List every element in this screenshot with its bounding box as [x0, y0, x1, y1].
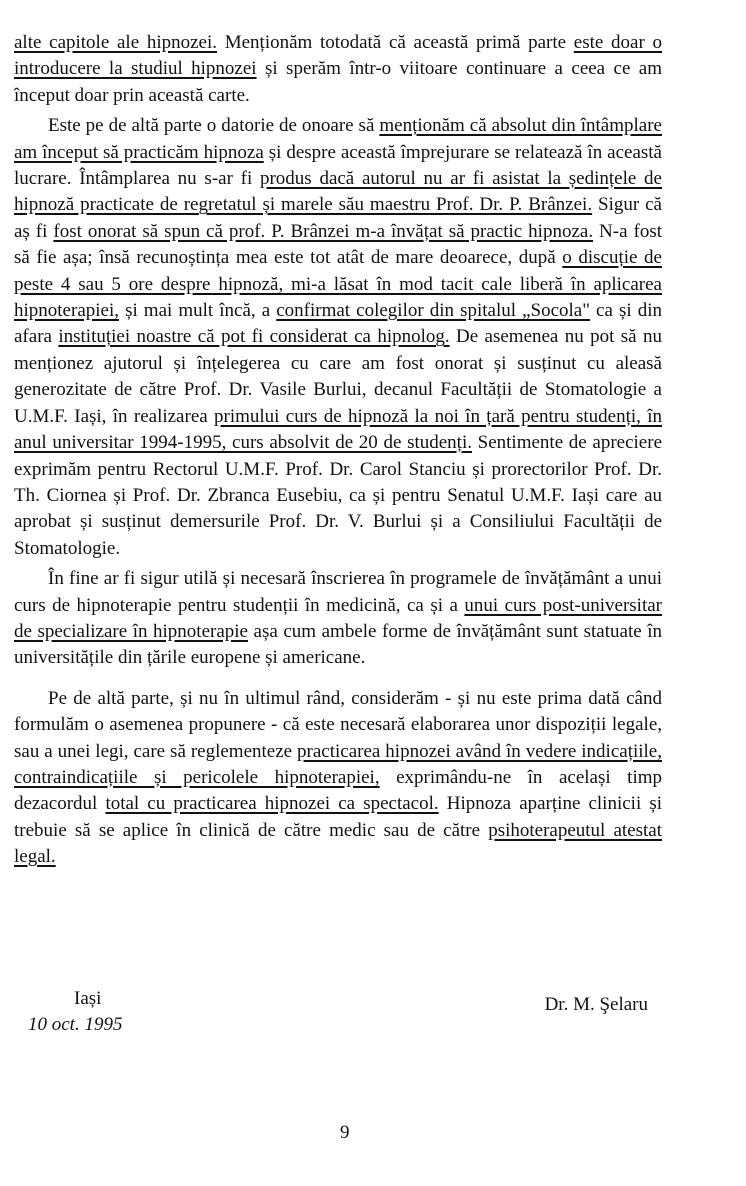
text-segment: N-a fost să fie așa; însă recunoștința mea este tot atât de mare deoarece, după	[14, 220, 663, 269]
underlined-text: este doar o introducere la studiul hipnozei	[14, 32, 662, 80]
underlined-text: total cu practicarea hipnozei ca spectacol.	[105, 793, 439, 815]
paragraph-3	[14, 566, 662, 672]
text-segment: În fine ar fi sigur utilă și necesară înscrierea în programele de învățământ a unui curs de hipnoterapie pentru studenții în medicină, ca și a	[14, 568, 662, 616]
paragraph-1	[14, 30, 662, 109]
underlined-text: confirmat colegilor din spitalul „Socola"	[276, 300, 590, 322]
text-segment: așa cum ambele forme de învățământ sunt statuate în universitățile din țările europene și americane.	[14, 620, 662, 669]
text-segment: și sperăm într-o viitoare continuare a ceea ce am început doar prin această carte.	[14, 58, 662, 106]
page-number: 9	[340, 1122, 350, 1143]
text-segment: Sentimente de apreciere exprimăm pentru Rectorul U.M.F. Prof. Dr. Carol Stanciu și prorectorilor Prof. Dr. Th. Ciornea și Prof. Dr. Zbranca Eusebiu, ca și pentru Senatul U.M.F. Iași care au aprobat și susținut demersurile Prof. Dr. V. Burlui și a Consiliului Facultății de Stomatologie.	[14, 432, 663, 559]
signature-date: 10 oct. 1995	[28, 1014, 123, 1035]
paragraph-2	[14, 113, 662, 562]
underlined-text: o discuție de peste 4 sau 5 ore despre hipnoză, mi-a lăsat în mod tacit cale liberă în aplicarea hipnoterapiei,	[14, 247, 662, 322]
text-segment: Sigur că aș fi	[14, 194, 662, 242]
underlined-text: psihoterapeutul atestat legal.	[14, 819, 663, 868]
text-segment: De asemenea nu pot să nu menționez ajutorul și înțelegerea cu care am fost onorat și susținut cu aleasă generozitate de către Prof. Dr. Vasile Burlui, decanul Facultății de Stomatologie a U.M.F. Iași, în realizarea	[14, 326, 662, 427]
signature-author: Dr. M. Şelaru	[544, 994, 648, 1015]
underlined-text: alte capitole ale hipnozei.	[14, 32, 218, 53]
text-segment: Pe de altă parte, și nu în ultimul rând, considerăm - și nu este prima dată când formulăm o asemenea propunere - că este necesară elaborarea unor dispoziții legale, sau a unei legi, care să reglementeze	[14, 687, 662, 762]
signature-block	[0, 988, 648, 1048]
text-segment: Este pe de altă parte o datorie de onoare să	[48, 115, 380, 137]
underlined-text: instituției noastre că pot fi considerat ca hipnolog.	[58, 326, 450, 348]
text-segment: Menționăm totodată că această primă parte	[217, 32, 574, 53]
underlined-text: menționăm că absolut din întâmplare am început să practicăm hipnoza	[14, 115, 662, 163]
text-segment: exprimându-ne în același timp dezacordul	[14, 766, 663, 815]
underlined-text: unui curs post-universitar de specializare în hipnoterapie	[14, 594, 662, 642]
underlined-text: produs dacă autorul nu ar fi asistat la ședințele de hipnoză practicate de regretatul și marele său maestru Prof. Dr. P. Brânzei.	[14, 168, 662, 216]
text-segment: Hipnoza aparține clinicii și trebuie să se aplice în clinică de către medic sau de către	[14, 793, 662, 841]
document-page	[14, 30, 662, 871]
text-segment: și despre această împrejurare se relatează în această lucrare. Întâmplarea nu s-ar fi	[14, 141, 662, 190]
signature-place: Iași	[74, 988, 102, 1009]
text-segment: ca și din afara	[14, 300, 662, 348]
underlined-text: primului curs de hipnoză la noi în țară pentru studenți, în anul universitar 1994-1995, curs absolvit de 20 de studenți.	[14, 405, 662, 454]
text-segment: și mai mult încă, a	[119, 300, 277, 322]
underlined-text: fost onorat să spun că prof. P. Brânzei m-a învățat să practic hipnoza.	[53, 220, 594, 242]
paragraph-4	[14, 686, 662, 871]
underlined-text: practicarea hipnozei având în vedere indicațiile, contraindicațiile și pericolele hipnoterapiei,	[14, 740, 662, 788]
